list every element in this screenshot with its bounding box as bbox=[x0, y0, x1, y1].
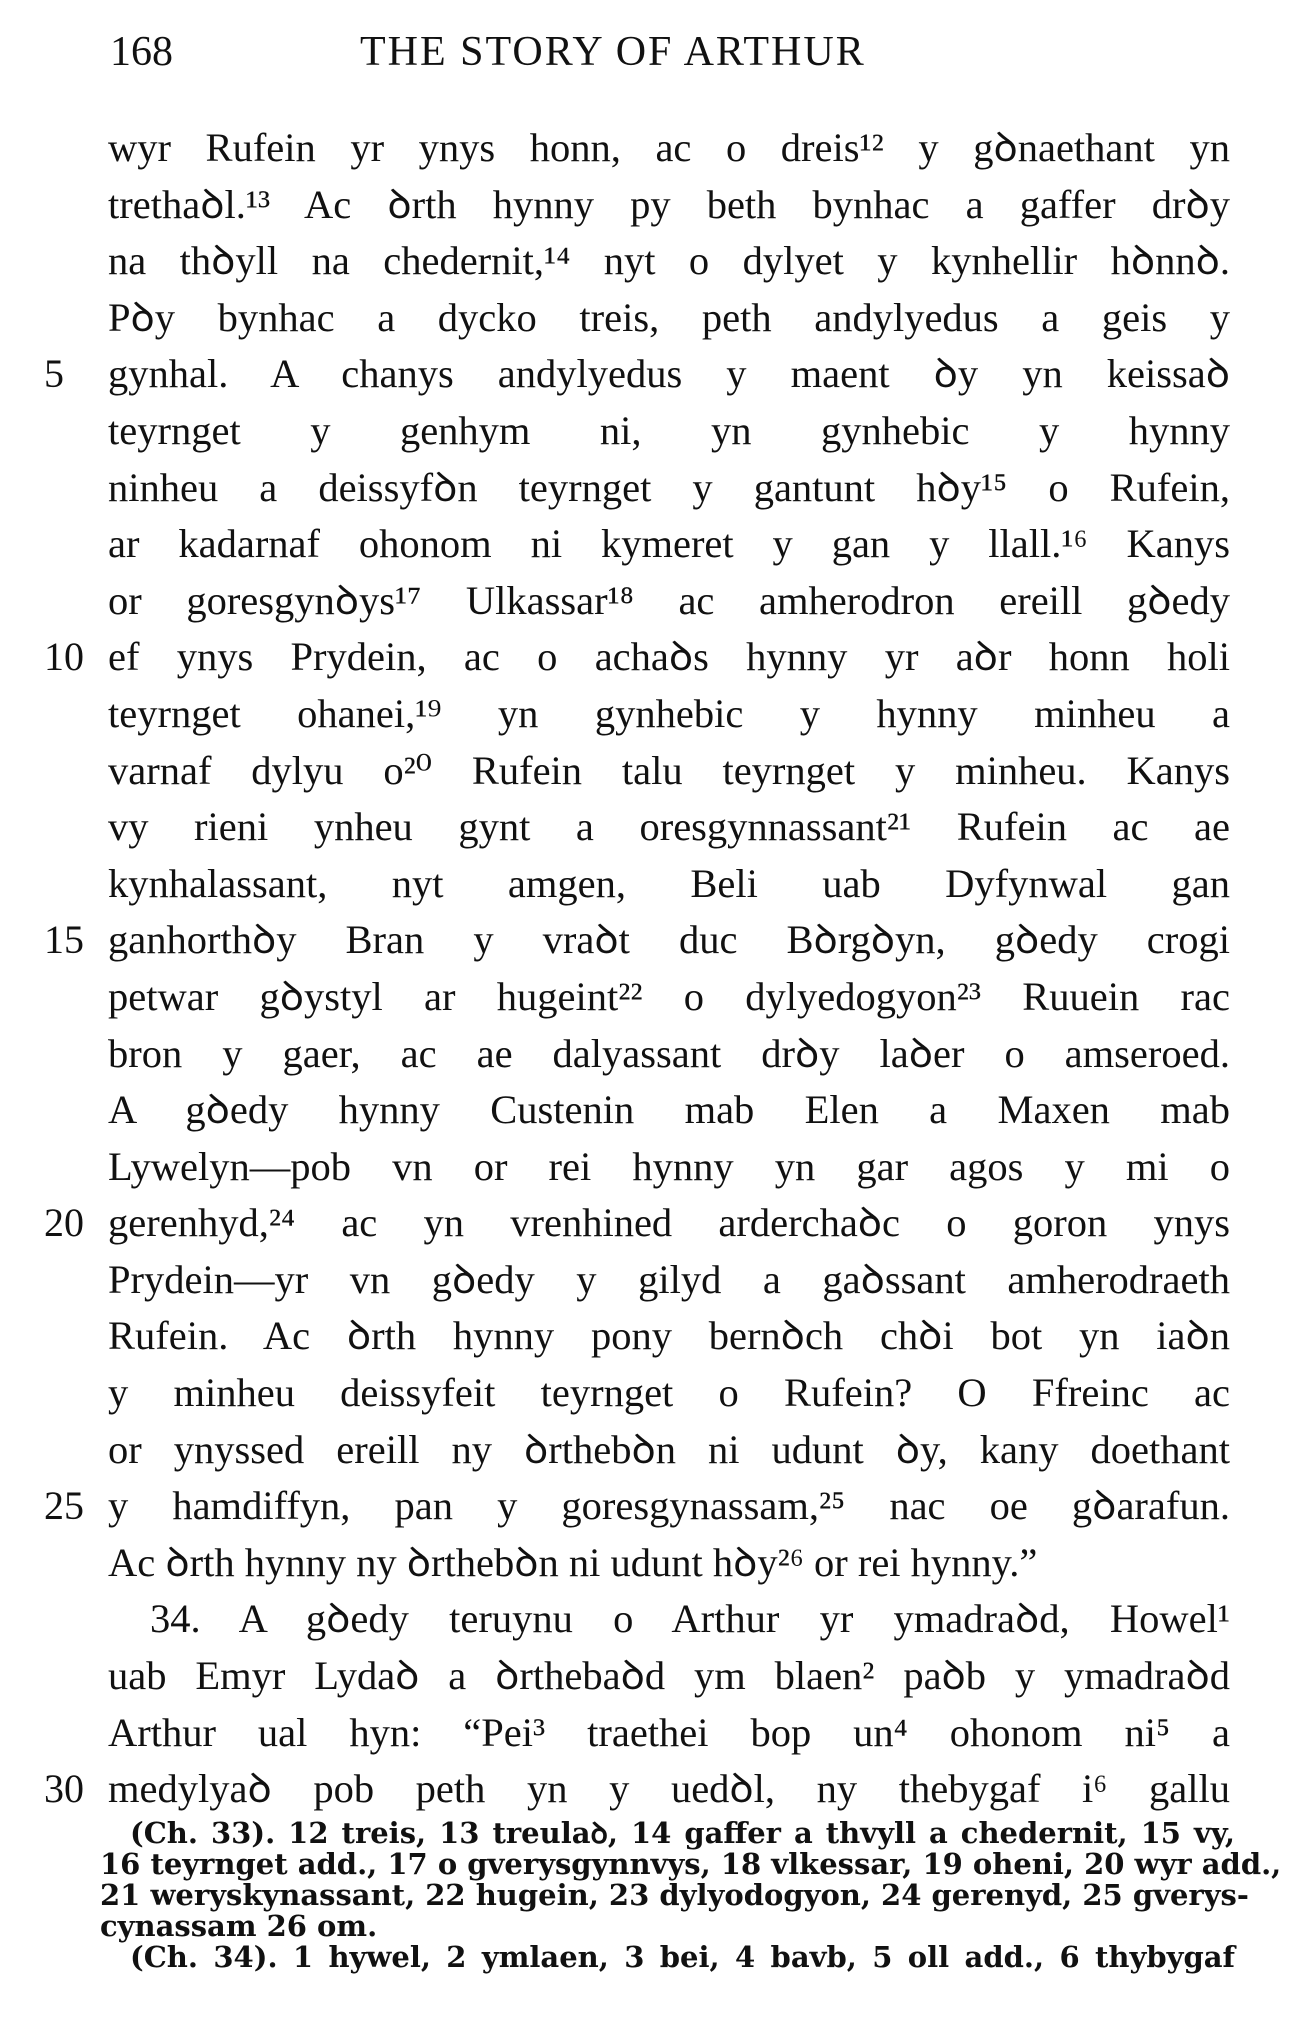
line-text: medylyaꝺ pob peth yn y uedꝺl, ny thebygaf i⁶ gallu bbox=[108, 1766, 1230, 1812]
line-text: or goresgynꝺys¹⁷ Ulkassar¹⁸ ac amherodron ereill gꝺedy bbox=[108, 577, 1230, 623]
text-line bbox=[0, 799, 1298, 856]
footnote-line: (Ch. 33). 12 treis, 13 treulaꝺ, 14 gaffer a thvyll a chedernit, 15 vy, bbox=[130, 1816, 1235, 1850]
line-text: uab Emyr Lydaꝺ a ꝺrthebaꝺd ym blaen² paꝺb y ymadraꝺd bbox=[108, 1653, 1230, 1699]
line-text: 34. A gꝺedy teruynu o Arthur yr ymadraꝺd, Howel¹ bbox=[150, 1596, 1230, 1642]
line-text: y minheu deissyfeit teyrnget o Rufein? O Ffreinc ac bbox=[108, 1370, 1230, 1416]
text-line bbox=[0, 233, 1298, 290]
text-line bbox=[0, 912, 1298, 969]
text-line bbox=[0, 573, 1298, 630]
line-number: 15 bbox=[44, 917, 84, 963]
text-line bbox=[0, 120, 1298, 177]
text-line bbox=[0, 1648, 1298, 1705]
running-head: THE STORY OF ARTHUR bbox=[360, 29, 866, 75]
line-text: ninheu a deissyfꝺn teyrnget y gantunt hꝺy¹⁵ o Rufein, bbox=[108, 464, 1230, 510]
text-line bbox=[0, 1478, 1298, 1535]
line-text: Rufein. Ac ꝺrth hynny pony bernꝺch chꝺi bot yn iaꝺn bbox=[108, 1313, 1230, 1359]
footnote-line: 16 teyrnget add., 17 o gverysgynnvys, 18 vlkessar, 19 oheni, 20 wyr add., bbox=[100, 1847, 1282, 1881]
footnotes bbox=[100, 1816, 1282, 1974]
line-text: ganhorthꝺy Bran y vraꝺt duc Bꝺrgꝺyn, gꝺedy crogi bbox=[108, 917, 1230, 963]
line-text: trethaꝺl.¹³ Ac ꝺrth hynny py beth bynhac a gaffer drꝺy bbox=[108, 181, 1230, 227]
text-line bbox=[0, 346, 1298, 403]
line-text: gynhal. A chanys andylyedus y maent ꝺy yn keissaꝺ bbox=[108, 351, 1230, 397]
line-text: Pꝺy bynhac a dycko treis, peth andylyedus a geis y bbox=[108, 294, 1230, 340]
page-header bbox=[110, 28, 1230, 88]
text-line bbox=[0, 516, 1298, 573]
text-line bbox=[0, 969, 1298, 1026]
line-text: or ynyssed ereill ny ꝺrthebꝺn ni udunt ꝺy, kany doethant bbox=[108, 1426, 1230, 1472]
line-text: Prydein—yr vn gꝺedy y gilyd a gaꝺssant amherodraeth bbox=[108, 1256, 1230, 1302]
text-line bbox=[0, 1252, 1298, 1309]
line-text: wyr Rufein yr ynys honn, ac o dreis¹² y gꝺnaethant yn bbox=[108, 125, 1230, 170]
text-line bbox=[0, 290, 1298, 347]
line-text: ar kadarnaf ohonom ni kymeret y gan y llall.¹⁶ Kanys bbox=[108, 521, 1230, 567]
text-line bbox=[0, 403, 1298, 460]
line-text: bron y gaer, ac ae dalyassant drꝺy laꝺer o amseroed. bbox=[108, 1030, 1230, 1076]
line-number: 5 bbox=[44, 351, 64, 397]
footnote-line: (Ch. 34). 1 hywel, 2 ymlaen, 3 bei, 4 bavb, 5 oll add., 6 thybygaf bbox=[130, 1940, 1235, 1974]
line-text: petwar gꝺystyl ar hugeint²² o dylyedogyon²³ Ruuein rac bbox=[108, 973, 1230, 1019]
footnote-line: cynassam 26 om. bbox=[100, 1909, 378, 1943]
text-line bbox=[0, 1308, 1298, 1365]
text-line bbox=[0, 1422, 1298, 1479]
text-line bbox=[0, 1591, 1298, 1648]
line-text: teyrnget ohanei,¹⁹ yn gynhebic y hynny minheu a bbox=[108, 690, 1230, 736]
line-number: 30 bbox=[44, 1766, 84, 1812]
text-line bbox=[0, 1026, 1298, 1083]
text-line bbox=[0, 1365, 1298, 1422]
text-line bbox=[0, 177, 1298, 234]
text-line bbox=[0, 856, 1298, 913]
line-text: A gꝺedy hynny Custenin mab Elen a Maxen mab bbox=[108, 1087, 1230, 1133]
text-line bbox=[0, 1082, 1298, 1139]
line-text: y hamdiffyn, pan y goresgynassam,²⁵ nac oe gꝺarafun. bbox=[108, 1483, 1230, 1529]
text-line bbox=[0, 629, 1298, 686]
text-line bbox=[0, 460, 1298, 517]
line-text: Arthur ual hyn: “Pei³ traethei bop un⁴ ohonom ni⁵ a bbox=[108, 1709, 1230, 1755]
footnote-line: 21 weryskynassant, 22 hugein, 23 dylyodogyon, 24 gerenyd, 25 gverys- bbox=[100, 1878, 1249, 1912]
line-text: kynhalassant, nyt amgen, Beli uab Dyfynwal gan bbox=[108, 860, 1230, 906]
line-text: vy rieni ynheu gynt a oresgynnassant²¹ Rufein ac ae bbox=[108, 804, 1230, 850]
line-text: varnaf dylyu o²⁰ Rufein talu teyrnget y minheu. Kanys bbox=[108, 747, 1230, 793]
text-line bbox=[0, 1139, 1298, 1196]
page-number: 168 bbox=[110, 29, 173, 75]
text-line bbox=[0, 1195, 1298, 1252]
text-line bbox=[0, 1535, 1298, 1592]
line-number: 10 bbox=[44, 634, 84, 680]
text-line bbox=[0, 686, 1298, 743]
text-line bbox=[0, 743, 1298, 800]
line-text: gerenhyd,²⁴ ac yn vrenhined arderchaꝺc o goron ynys bbox=[108, 1200, 1230, 1246]
text-line bbox=[0, 1705, 1298, 1762]
line-number: 20 bbox=[44, 1200, 84, 1246]
text-line bbox=[0, 1761, 1298, 1818]
line-text: Lywelyn—pob vn or rei hynny yn gar agos y mi o bbox=[108, 1143, 1230, 1189]
line-text: teyrnget y genhym ni, yn gynhebic y hynny bbox=[108, 407, 1230, 453]
line-text: Ac ꝺrth hynny ny ꝺrthebꝺn ni udunt hꝺy²⁶ or rei hynny.” bbox=[108, 1539, 1038, 1585]
line-text: ef ynys Prydein, ac o achaꝺs hynny yr aꝺr honn holi bbox=[108, 634, 1230, 680]
main-text bbox=[0, 120, 1298, 1818]
line-number: 25 bbox=[44, 1483, 84, 1529]
line-text: na thꝺyll na chedernit,¹⁴ nyt o dylyet y kynhellir hꝺnnꝺ. bbox=[108, 238, 1230, 284]
